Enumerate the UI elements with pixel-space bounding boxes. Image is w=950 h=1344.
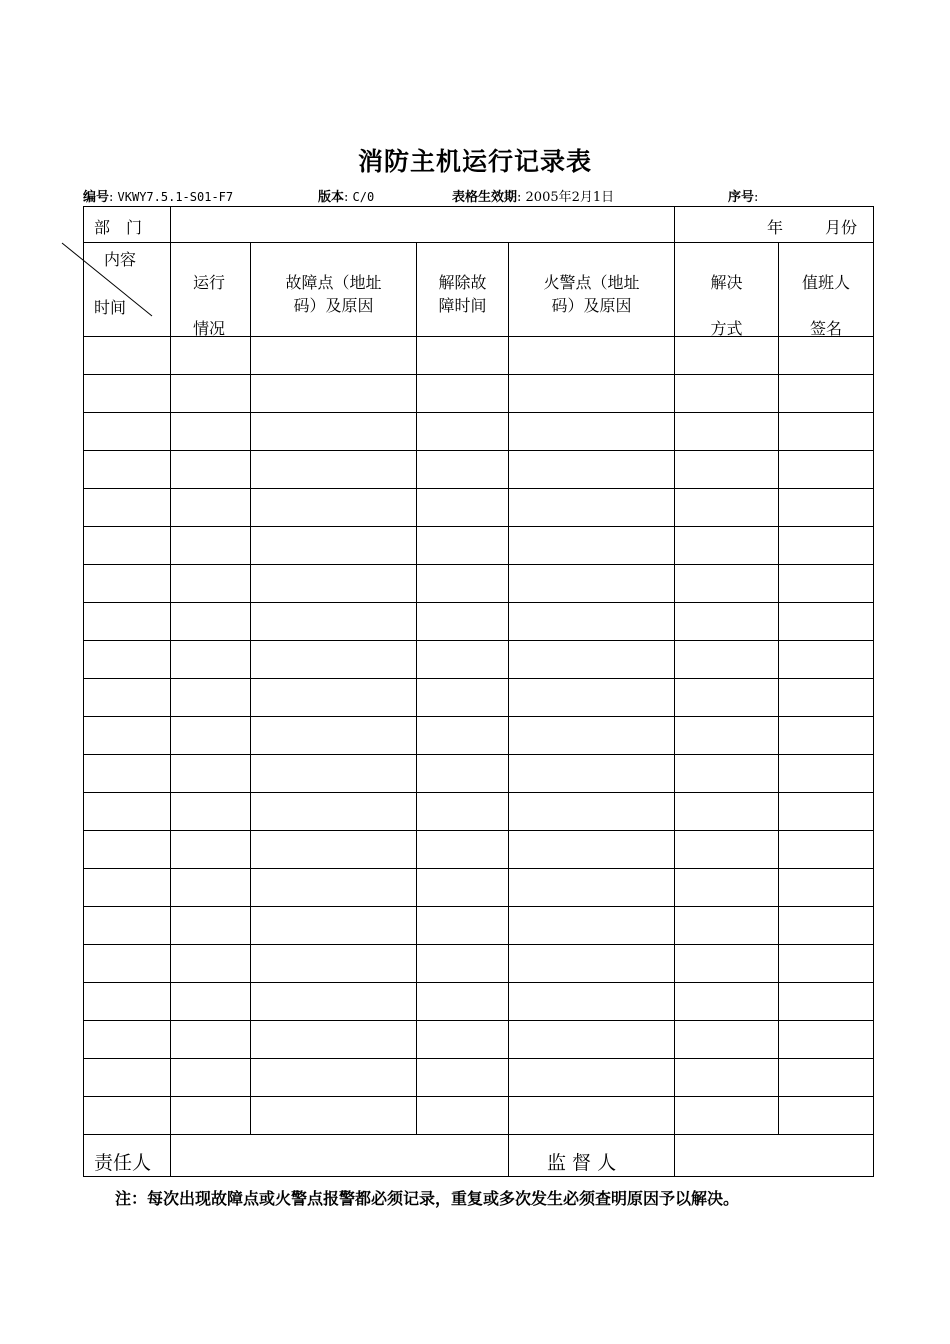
table-cell[interactable] xyxy=(675,489,779,527)
table-row xyxy=(84,527,874,565)
table-cell[interactable] xyxy=(509,793,675,831)
table-cell[interactable] xyxy=(84,451,171,489)
responsible-label: 责任人 xyxy=(94,1152,152,1174)
table-cell[interactable] xyxy=(417,717,509,755)
table-cell[interactable] xyxy=(84,641,171,679)
header-row xyxy=(84,243,874,337)
table-cell[interactable] xyxy=(84,1059,171,1097)
table-row xyxy=(84,1097,874,1135)
table-row xyxy=(84,983,874,1021)
table-cell[interactable] xyxy=(779,831,874,869)
table-cell[interactable] xyxy=(171,641,251,679)
table-row xyxy=(84,451,874,489)
signature-row xyxy=(84,1135,874,1177)
table-cell[interactable] xyxy=(171,717,251,755)
table-cell[interactable] xyxy=(675,1097,779,1135)
table-cell[interactable] xyxy=(251,1021,417,1059)
table-cell[interactable] xyxy=(675,831,779,869)
table-cell[interactable] xyxy=(84,755,171,793)
header-fire-point xyxy=(509,243,675,337)
table-cell[interactable] xyxy=(417,1059,509,1097)
footnote: 注：每次出现故障点或火警点报警都必须记录，重复或多次发生必须查明原因予以解决。 xyxy=(115,1189,740,1208)
table-row xyxy=(84,869,874,907)
table-cell[interactable] xyxy=(171,907,251,945)
table-cell[interactable] xyxy=(675,907,779,945)
table-row xyxy=(84,337,874,375)
table-cell[interactable] xyxy=(509,831,675,869)
header-clear-line2: 障时间 xyxy=(438,296,487,315)
table-cell[interactable] xyxy=(171,983,251,1021)
table-cell[interactable] xyxy=(675,679,779,717)
table-cell[interactable] xyxy=(509,527,675,565)
table-cell[interactable] xyxy=(251,793,417,831)
table-cell[interactable] xyxy=(417,945,509,983)
form-code-label: 编号 xyxy=(83,190,110,205)
table-cell[interactable] xyxy=(417,983,509,1021)
table-row xyxy=(84,375,874,413)
table-cell[interactable] xyxy=(251,489,417,527)
table-cell[interactable] xyxy=(675,565,779,603)
table-row xyxy=(84,413,874,451)
table-cell[interactable] xyxy=(251,451,417,489)
header-fire-line2: 码）及原因 xyxy=(551,296,632,315)
table-cell[interactable] xyxy=(779,717,874,755)
table-cell[interactable] xyxy=(171,565,251,603)
table-row xyxy=(84,831,874,869)
table-cell[interactable] xyxy=(779,337,874,375)
table-cell[interactable] xyxy=(417,413,509,451)
table-cell[interactable] xyxy=(509,375,675,413)
table-cell[interactable] xyxy=(171,527,251,565)
header-clear-line1: 解除故 xyxy=(438,273,487,292)
responsible-label-cell xyxy=(84,1135,171,1177)
table-cell[interactable] xyxy=(251,679,417,717)
header-duty-line2: 签名 xyxy=(809,319,842,338)
table-cell[interactable] xyxy=(417,565,509,603)
header-run-status xyxy=(171,243,251,337)
table-cell[interactable] xyxy=(84,983,171,1021)
supervisor-label: 监 督 人 xyxy=(547,1152,617,1174)
table-cell[interactable] xyxy=(251,527,417,565)
table-cell[interactable] xyxy=(84,375,171,413)
table-cell[interactable] xyxy=(779,983,874,1021)
table-cell[interactable] xyxy=(171,1021,251,1059)
dept-label-cell xyxy=(84,207,171,243)
table-cell[interactable] xyxy=(509,641,675,679)
header-solve-line2: 方式 xyxy=(710,319,743,338)
form-version-value: C/0 xyxy=(352,190,375,204)
table-cell[interactable] xyxy=(251,375,417,413)
table-cell[interactable] xyxy=(251,755,417,793)
table-row xyxy=(84,717,874,755)
table-cell[interactable] xyxy=(779,869,874,907)
table-cell[interactable] xyxy=(675,755,779,793)
table-cell[interactable] xyxy=(84,907,171,945)
header-fire-line1: 火警点（地址 xyxy=(543,273,640,292)
table-cell[interactable] xyxy=(251,1097,417,1135)
table-cell[interactable] xyxy=(417,831,509,869)
table-cell[interactable] xyxy=(779,1059,874,1097)
table-cell[interactable] xyxy=(509,1097,675,1135)
supervisor-label-cell xyxy=(509,1135,675,1177)
table-cell[interactable] xyxy=(779,641,874,679)
table-cell[interactable] xyxy=(251,565,417,603)
table-cell[interactable] xyxy=(84,337,171,375)
table-cell[interactable] xyxy=(675,1021,779,1059)
header-solution xyxy=(675,243,779,337)
record-table xyxy=(83,206,874,1177)
table-cell[interactable] xyxy=(779,451,874,489)
dept-row xyxy=(84,207,874,243)
responsible-value-cell[interactable] xyxy=(171,1135,509,1177)
table-cell[interactable] xyxy=(509,1059,675,1097)
table-cell[interactable] xyxy=(675,869,779,907)
table-row xyxy=(84,679,874,717)
table-cell[interactable] xyxy=(171,451,251,489)
table-cell[interactable] xyxy=(251,717,417,755)
table-cell[interactable] xyxy=(84,1097,171,1135)
table-cell[interactable] xyxy=(509,1021,675,1059)
table-cell[interactable] xyxy=(675,983,779,1021)
year-month-cell[interactable] xyxy=(675,207,874,243)
corner-bottom-label: 时间 xyxy=(94,298,127,317)
table-cell[interactable] xyxy=(84,945,171,983)
table-cell[interactable] xyxy=(171,755,251,793)
form-effective-value: 2005年2月1日 xyxy=(525,190,615,205)
table-cell[interactable] xyxy=(779,489,874,527)
header-fault-point xyxy=(251,243,417,337)
table-cell[interactable] xyxy=(417,527,509,565)
table-cell[interactable] xyxy=(84,679,171,717)
header-fault-line1: 故障点（地址 xyxy=(285,273,382,292)
table-cell[interactable] xyxy=(171,1097,251,1135)
table-row xyxy=(84,1021,874,1059)
table-cell[interactable] xyxy=(171,869,251,907)
table-cell[interactable] xyxy=(251,1059,417,1097)
table-cell[interactable] xyxy=(417,375,509,413)
table-cell[interactable] xyxy=(779,527,874,565)
table-cell[interactable] xyxy=(509,337,675,375)
table-row xyxy=(84,945,874,983)
table-cell[interactable] xyxy=(675,793,779,831)
table-cell[interactable] xyxy=(251,413,417,451)
form-version: 版本: C/0 xyxy=(318,190,375,205)
table-cell[interactable] xyxy=(417,1097,509,1135)
header-duty-line1: 值班人 xyxy=(801,273,850,292)
table-cell[interactable] xyxy=(509,717,675,755)
header-run-line1: 运行 xyxy=(193,273,226,292)
table-cell[interactable] xyxy=(675,413,779,451)
table-cell[interactable] xyxy=(84,413,171,451)
table-cell[interactable] xyxy=(509,413,675,451)
table-cell[interactable] xyxy=(84,489,171,527)
form-code: 编号: VKWY7.5.1-S01-F7 xyxy=(83,190,234,205)
table-cell[interactable] xyxy=(779,755,874,793)
table-cell[interactable] xyxy=(417,603,509,641)
header-run-line2: 情况 xyxy=(193,319,226,338)
supervisor-value-cell[interactable] xyxy=(675,1135,874,1177)
table-cell[interactable] xyxy=(171,337,251,375)
table-cell[interactable] xyxy=(779,679,874,717)
table-cell[interactable] xyxy=(171,831,251,869)
table-cell[interactable] xyxy=(251,907,417,945)
table-cell[interactable] xyxy=(509,755,675,793)
table-cell[interactable] xyxy=(84,717,171,755)
table-row xyxy=(84,755,874,793)
table-cell[interactable] xyxy=(84,831,171,869)
table-cell[interactable] xyxy=(417,869,509,907)
form-version-label: 版本 xyxy=(318,190,345,205)
table-cell[interactable] xyxy=(509,869,675,907)
table-cell[interactable] xyxy=(251,641,417,679)
table-cell[interactable] xyxy=(417,489,509,527)
table-cell[interactable] xyxy=(779,565,874,603)
table-cell[interactable] xyxy=(779,1021,874,1059)
table-cell[interactable] xyxy=(251,337,417,375)
table-cell[interactable] xyxy=(509,489,675,527)
table-cell[interactable] xyxy=(779,603,874,641)
table-row xyxy=(84,603,874,641)
table-cell[interactable] xyxy=(509,679,675,717)
table-cell[interactable] xyxy=(171,375,251,413)
table-cell[interactable] xyxy=(509,603,675,641)
table-cell[interactable] xyxy=(509,565,675,603)
table-cell[interactable] xyxy=(779,793,874,831)
form-serial-label: 序号 xyxy=(728,190,755,205)
table-cell[interactable] xyxy=(251,869,417,907)
table-cell[interactable] xyxy=(509,983,675,1021)
table-cell[interactable] xyxy=(779,375,874,413)
table-row xyxy=(84,565,874,603)
table-cell[interactable] xyxy=(675,337,779,375)
table-cell[interactable] xyxy=(417,793,509,831)
year-label: 年 xyxy=(767,218,784,237)
table-cell[interactable] xyxy=(417,451,509,489)
table-cell[interactable] xyxy=(417,641,509,679)
header-fault-line2: 码）及原因 xyxy=(293,296,374,315)
table-cell[interactable] xyxy=(251,831,417,869)
table-cell[interactable] xyxy=(675,1059,779,1097)
table-cell[interactable] xyxy=(779,1097,874,1135)
table-cell[interactable] xyxy=(675,945,779,983)
table-cell[interactable] xyxy=(417,679,509,717)
table-cell[interactable] xyxy=(84,869,171,907)
corner-header-cell xyxy=(84,243,171,337)
table-row xyxy=(84,793,874,831)
table-cell[interactable] xyxy=(84,603,171,641)
dept-value-cell[interactable] xyxy=(171,207,675,243)
table-cell[interactable] xyxy=(251,603,417,641)
table-row xyxy=(84,641,874,679)
table-cell[interactable] xyxy=(417,907,509,945)
table-cell[interactable] xyxy=(779,413,874,451)
table-cell[interactable] xyxy=(171,489,251,527)
table-cell[interactable] xyxy=(171,945,251,983)
form-effective-date: 表格生效期: 2005年2月1日 xyxy=(452,190,615,205)
form-code-value: VKWY7.5.1-S01-F7 xyxy=(117,190,234,204)
table-cell[interactable] xyxy=(509,907,675,945)
dept-label: 部 门 xyxy=(94,218,143,237)
table-cell[interactable] xyxy=(417,1021,509,1059)
table-cell[interactable] xyxy=(84,793,171,831)
table-cell[interactable] xyxy=(171,679,251,717)
corner-top-label: 内容 xyxy=(104,250,137,269)
table-cell[interactable] xyxy=(675,451,779,489)
table-cell[interactable] xyxy=(417,337,509,375)
table-cell[interactable] xyxy=(509,945,675,983)
form-effective-label: 表格生效期 xyxy=(452,190,518,205)
table-cell[interactable] xyxy=(675,375,779,413)
table-cell[interactable] xyxy=(84,527,171,565)
table-cell[interactable] xyxy=(84,565,171,603)
page-title: 消防主机运行记录表 xyxy=(357,147,592,176)
table-cell[interactable] xyxy=(675,641,779,679)
table-cell[interactable] xyxy=(171,1059,251,1097)
table-cell[interactable] xyxy=(509,451,675,489)
header-clear-time xyxy=(417,243,509,337)
header-duty-sign xyxy=(779,243,874,337)
table-cell[interactable] xyxy=(417,755,509,793)
table-row xyxy=(84,489,874,527)
table-cell[interactable] xyxy=(675,527,779,565)
table-row xyxy=(84,1059,874,1097)
form-serial: 序号: xyxy=(728,190,759,205)
table-cell[interactable] xyxy=(251,945,417,983)
table-row xyxy=(84,907,874,945)
table-cell[interactable] xyxy=(675,717,779,755)
table-cell[interactable] xyxy=(84,1021,171,1059)
table-cell[interactable] xyxy=(251,983,417,1021)
table-cell[interactable] xyxy=(171,413,251,451)
table-cell[interactable] xyxy=(171,603,251,641)
blank-rows xyxy=(84,337,874,1135)
header-solve-line1: 解决 xyxy=(710,273,743,292)
table-cell[interactable] xyxy=(171,793,251,831)
table-cell[interactable] xyxy=(779,945,874,983)
table-cell[interactable] xyxy=(675,603,779,641)
table-cell[interactable] xyxy=(779,907,874,945)
month-label: 月份 xyxy=(825,218,858,237)
